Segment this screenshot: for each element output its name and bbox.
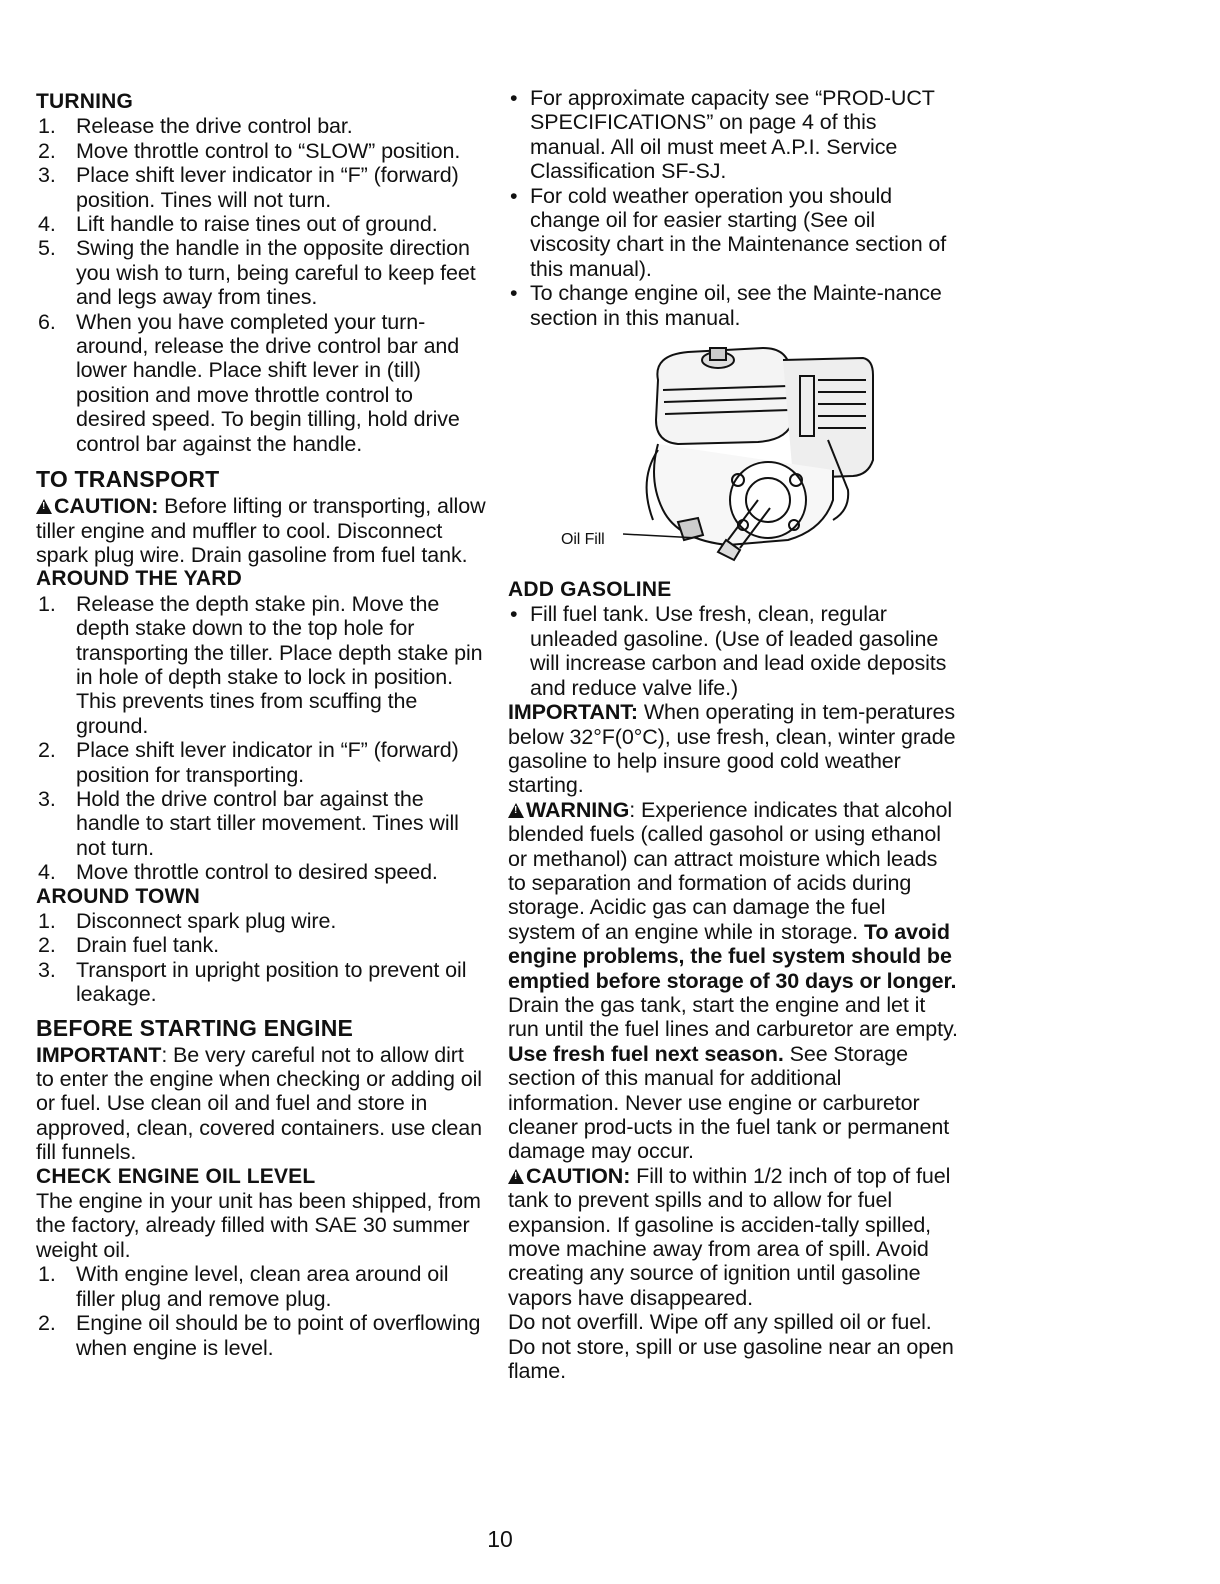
gas-final-note: Do not overfill. Wipe off any spilled oil or fuel. Do not store, spill or use gasoline near an open flame. xyxy=(508,1310,954,1384)
oil-fill-label: Oil Fill xyxy=(561,531,605,549)
yard-steps xyxy=(36,592,486,885)
list-item: 1. With engine level, clean area around oil filler plug and remove plug. xyxy=(38,1262,449,1311)
list-item: 2. Drain fuel tank. xyxy=(38,933,220,958)
list-item: 1. Release the drive control bar. xyxy=(38,114,353,139)
list-item: 2. Move throttle control to “SLOW” position. xyxy=(38,138,461,163)
town-steps xyxy=(36,909,486,1007)
check-oil-text: The engine in your unit has been shipped, from the factory, already filled with SAE 30 summer weight oil. xyxy=(36,1189,481,1262)
list-item: 5. Swing the handle in the opposite direction you wish to turn, being careful to keep feet and legs away from tines. xyxy=(38,236,476,310)
list-item: 1. Release the depth stake pin. Move the depth stake down to the top hole for transporting the tiller. Place depth stake pin in hole of depth stake to lock in position. This prevents tines from scuffing the ground. xyxy=(38,591,483,738)
list-item: 6. When you have completed your turn-around, release the drive control bar and lower handle. Place shift lever in (till) position and move throttle control to desired speed. To begin tilling, hold drive control bar against the handle. xyxy=(38,309,460,456)
before-starting-important: IMPORTANT: Be very careful not to allow dirt to enter the engine when checking or adding oil or fuel. Use clean oil and fuel and store in approved, clean, covered containers. use clean fill funnels. xyxy=(36,1042,482,1165)
transport-caution: !CAUTION: Before lifting or transporting, allow tiller engine and muffler to cool. Disconnect spark plug wire. Drain gasoline from fuel tank. xyxy=(36,494,486,567)
list-item: 3. Transport in upright position to prevent oil leakage. xyxy=(38,957,467,1007)
oil-steps xyxy=(36,1262,486,1360)
gas-important: IMPORTANT: When operating in tem-peratures below 32°F(0°C), use fresh, clean, winter grade gasoline to help insure good cold weather starting. xyxy=(508,700,956,798)
gas-warning: !WARNING: Experience indicates that alcohol blended fuels (called gasohol or using ethanol or methanol) can attract moisture which leads to separation and formation of acids during storage. Acidic gas can damage the fuel system of an engine while in storage. To avoid engine problems, the fuel system should be emptied before storage of 30 days or longer. Drain the gas tank, start the engine and let it run until the fuel lines and carburetor are empty. Use fresh fuel next season. See Storage section of this manual for additional information. Never use engine or carburetor cleaner prod-ucts in the fuel tank or permanent damage may occur. xyxy=(508,798,958,1164)
around-yard-heading: AROUND THE YARD xyxy=(36,567,243,591)
list-item: • For approximate capacity see “PROD-UCT SPECIFICATIONS” on page 4 of this manual. All oil must meet A.P.I. Service Classification SF-SJ. xyxy=(510,86,935,184)
add-gasoline-heading: ADD GASOLINE xyxy=(508,578,672,602)
caution-icon xyxy=(36,499,52,514)
oil-bullets xyxy=(508,86,958,330)
oil-fill-leader-line xyxy=(623,526,713,556)
list-item: 3. Hold the drive control bar against the handle to start tiller movement. Tines will not turn. xyxy=(38,786,459,860)
warning-icon xyxy=(508,803,524,818)
list-item: 4. Lift handle to raise tines out of ground. xyxy=(38,212,438,237)
around-town-heading: AROUND TOWN xyxy=(36,884,200,908)
list-item: • For cold weather operation you should change oil for easier starting (See oil viscosity chart in the Maintenance section of this manual). xyxy=(510,183,947,281)
gas-caution: !CAUTION: Fill to within 1/2 inch of top of fuel tank to prevent spills and to allow for fuel expansion. If gasoline is acciden-tally spilled, move machine away from area of spill. Avoid creating any source of ignition until gasoline vapors have disappeared. xyxy=(508,1164,958,1310)
list-item: 2. Engine oil should be to point of overflowing when engine is level. xyxy=(38,1311,481,1360)
list-item: 4. Move throttle control to desired speed. xyxy=(38,860,438,885)
list-item: • Fill fuel tank. Use fresh, clean, regular unleaded gasoline. (Use of leaded gasoline will increase carbon and lead oxide deposits and reduce valve life.) xyxy=(510,602,947,700)
before-starting-heading: BEFORE STARTING ENGINE xyxy=(36,1014,354,1041)
turning-heading: TURNING xyxy=(36,90,134,113)
left-column xyxy=(36,86,486,1360)
transport-heading: TO TRANSPORT xyxy=(36,466,220,493)
list-item: 1. Disconnect spark plug wire. xyxy=(38,909,337,933)
list-item: • To change engine oil, see the Mainte-nance section in this manual. xyxy=(510,281,942,330)
turning-steps xyxy=(36,114,486,456)
page-number: 10 xyxy=(487,1526,513,1552)
engine-figure xyxy=(508,330,958,578)
list-item: 3. Place shift lever indicator in “F” (forward) position. Tines will not turn. xyxy=(38,163,459,212)
caution-icon xyxy=(508,1169,524,1184)
right-column xyxy=(508,86,958,1383)
check-oil-heading: CHECK ENGINE OIL LEVEL xyxy=(36,1164,316,1188)
list-item: 2. Place shift lever indicator in “F” (forward) position for transporting. xyxy=(38,738,459,787)
gas-bullets xyxy=(508,602,958,700)
